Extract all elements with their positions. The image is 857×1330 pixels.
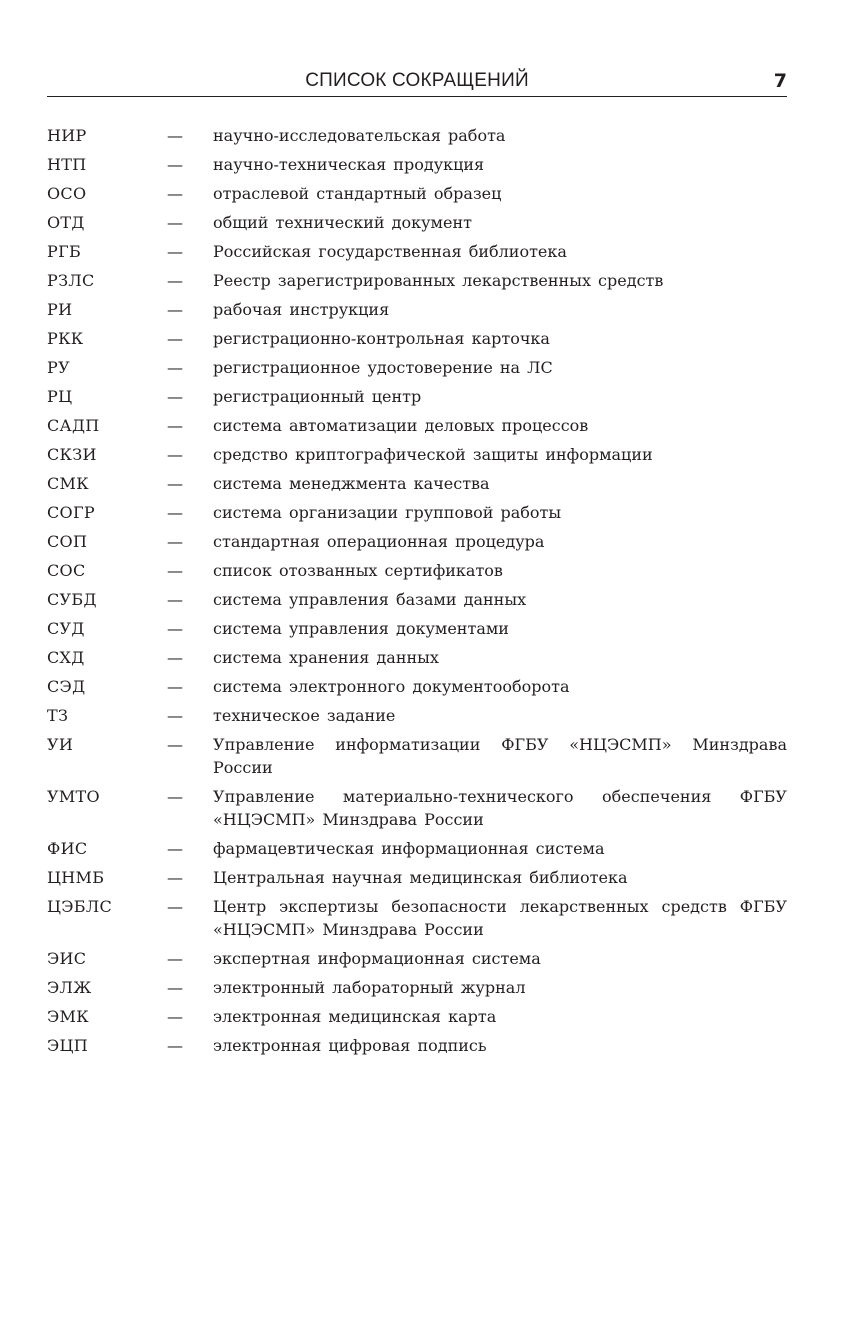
em-dash-separator: — bbox=[167, 503, 183, 522]
abbreviation-entry bbox=[47, 269, 787, 292]
abbreviation-term: СОГР bbox=[47, 503, 95, 522]
abbreviation-term: ОТД bbox=[47, 213, 85, 232]
abbreviation-entry bbox=[47, 124, 787, 147]
abbreviation-term: СУБД bbox=[47, 590, 97, 609]
abbreviation-definition: общий технический документ bbox=[213, 213, 472, 232]
abbreviation-term: НИР bbox=[47, 126, 87, 145]
abbreviation-definition: фармацевтическая информационная система bbox=[213, 839, 605, 858]
abbreviation-entry bbox=[47, 976, 787, 999]
em-dash-separator: — bbox=[167, 184, 183, 203]
abbreviation-term: ЭИС bbox=[47, 949, 87, 968]
abbreviation-term: СКЗИ bbox=[47, 445, 97, 464]
abbreviation-definition: регистрационно-контрольная карточка bbox=[213, 329, 550, 348]
em-dash-separator: — bbox=[167, 242, 183, 261]
em-dash-separator: — bbox=[167, 897, 183, 916]
abbreviation-entry bbox=[47, 588, 787, 611]
abbreviation-entry bbox=[47, 785, 787, 831]
em-dash-separator: — bbox=[167, 474, 183, 493]
abbreviation-entry bbox=[47, 327, 787, 350]
abbreviation-term: ЭМК bbox=[47, 1007, 89, 1026]
em-dash-separator: — bbox=[167, 300, 183, 319]
abbreviation-definition: регистрационное удостоверение на ЛС bbox=[213, 358, 553, 377]
em-dash-separator: — bbox=[167, 978, 183, 997]
em-dash-separator: — bbox=[167, 1036, 183, 1055]
abbreviation-term: УИ bbox=[47, 735, 74, 754]
abbreviation-entry bbox=[47, 501, 787, 524]
abbreviation-entry bbox=[47, 1005, 787, 1028]
abbreviation-definition: система автоматизации деловых процессов bbox=[213, 416, 589, 435]
abbreviation-definition: система управления документами bbox=[213, 619, 509, 638]
em-dash-separator: — bbox=[167, 561, 183, 580]
abbreviation-entry bbox=[47, 947, 787, 970]
em-dash-separator: — bbox=[167, 787, 183, 806]
abbreviation-definition: система хранения данных bbox=[213, 648, 439, 667]
abbreviation-term: САДП bbox=[47, 416, 100, 435]
abbreviation-entry bbox=[47, 530, 787, 553]
em-dash-separator: — bbox=[167, 619, 183, 638]
abbreviation-term: СХД bbox=[47, 648, 85, 667]
abbreviation-definition: список отозванных сертификатов bbox=[213, 561, 503, 580]
em-dash-separator: — bbox=[167, 271, 183, 290]
abbreviation-term: ТЗ bbox=[47, 706, 69, 725]
em-dash-separator: — bbox=[167, 949, 183, 968]
abbreviation-definition: стандартная операционная процедура bbox=[213, 532, 545, 551]
abbreviation-term: ЦЭБЛС bbox=[47, 897, 113, 916]
abbreviation-entry bbox=[47, 211, 787, 234]
abbreviation-term: РКК bbox=[47, 329, 84, 348]
abbreviation-entry bbox=[47, 472, 787, 495]
abbreviation-definition: Центральная научная медицинская библиотека bbox=[213, 868, 628, 887]
abbreviation-definition: техническое задание bbox=[213, 706, 396, 725]
abbreviation-definition: Центр экспертизы безопасности лекарственных средств ФГБУ «НЦЭСМП» Минздрава России bbox=[213, 897, 787, 939]
em-dash-separator: — bbox=[167, 590, 183, 609]
abbreviation-entry bbox=[47, 866, 787, 889]
abbreviation-entry bbox=[47, 356, 787, 379]
abbreviation-term: ЭЛЖ bbox=[47, 978, 92, 997]
abbreviation-definition: система электронного документооборота bbox=[213, 677, 570, 696]
page-title: СПИСОК СОКРАЩЕНИЙ bbox=[305, 70, 529, 91]
page-number: 7 bbox=[773, 70, 787, 92]
abbreviation-term: СОП bbox=[47, 532, 88, 551]
em-dash-separator: — bbox=[167, 213, 183, 232]
em-dash-separator: — bbox=[167, 868, 183, 887]
abbreviation-term: СМК bbox=[47, 474, 89, 493]
abbreviation-definition: электронный лабораторный журнал bbox=[213, 978, 526, 997]
abbreviation-definition: экспертная информационная система bbox=[213, 949, 541, 968]
em-dash-separator: — bbox=[167, 126, 183, 145]
abbreviation-definition: научно-исследовательская работа bbox=[213, 126, 506, 145]
abbreviation-entry bbox=[47, 646, 787, 669]
abbreviation-term: РГБ bbox=[47, 242, 82, 261]
abbreviation-entry bbox=[47, 240, 787, 263]
em-dash-separator: — bbox=[167, 648, 183, 667]
abbreviation-definition: рабочая инструкция bbox=[213, 300, 390, 319]
em-dash-separator: — bbox=[167, 445, 183, 464]
abbreviation-entry bbox=[47, 837, 787, 860]
abbreviation-term: СЭД bbox=[47, 677, 86, 696]
em-dash-separator: — bbox=[167, 706, 183, 725]
abbreviation-term: УМТО bbox=[47, 787, 100, 806]
abbreviation-definition: система управления базами данных bbox=[213, 590, 527, 609]
abbreviation-definition: регистрационный центр bbox=[213, 387, 422, 406]
abbreviation-term: СОС bbox=[47, 561, 86, 580]
abbreviation-term: НТП bbox=[47, 155, 87, 174]
abbreviation-list bbox=[47, 124, 787, 1063]
abbreviation-definition: система организации групповой работы bbox=[213, 503, 562, 522]
abbreviation-term: ОСО bbox=[47, 184, 87, 203]
abbreviation-definition: система менеджмента качества bbox=[213, 474, 490, 493]
abbreviation-definition: средство криптографической защиты информации bbox=[213, 445, 653, 464]
abbreviation-definition: Управление материально-технического обеспечения ФГБУ «НЦЭСМП» Минздрава России bbox=[213, 787, 787, 829]
abbreviation-entry bbox=[47, 559, 787, 582]
abbreviation-term: РУ bbox=[47, 358, 70, 377]
abbreviation-term: ЦНМБ bbox=[47, 868, 105, 887]
abbreviation-definition: Управление информатизации ФГБУ «НЦЭСМП» Минздрава России bbox=[213, 735, 787, 777]
em-dash-separator: — bbox=[167, 839, 183, 858]
abbreviation-entry bbox=[47, 298, 787, 321]
abbreviation-entry bbox=[47, 733, 787, 779]
abbreviation-entry bbox=[47, 414, 787, 437]
abbreviation-term: РЗЛС bbox=[47, 271, 95, 290]
em-dash-separator: — bbox=[167, 416, 183, 435]
abbreviation-entry bbox=[47, 675, 787, 698]
abbreviation-definition: отраслевой стандартный образец bbox=[213, 184, 502, 203]
em-dash-separator: — bbox=[167, 329, 183, 348]
abbreviation-term: ФИС bbox=[47, 839, 88, 858]
abbreviation-term: ЭЦП bbox=[47, 1036, 89, 1055]
abbreviation-entry bbox=[47, 1034, 787, 1057]
abbreviation-definition: Реестр зарегистрированных лекарственных средств bbox=[213, 271, 664, 290]
abbreviation-term: СУД bbox=[47, 619, 85, 638]
abbreviation-definition: электронная медицинская карта bbox=[213, 1007, 497, 1026]
abbreviation-entry bbox=[47, 617, 787, 640]
abbreviation-term: РИ bbox=[47, 300, 73, 319]
em-dash-separator: — bbox=[167, 532, 183, 551]
em-dash-separator: — bbox=[167, 735, 183, 754]
em-dash-separator: — bbox=[167, 387, 183, 406]
abbreviation-definition: научно-техническая продукция bbox=[213, 155, 485, 174]
page-header bbox=[47, 68, 787, 97]
abbreviation-entry bbox=[47, 385, 787, 408]
abbreviation-entry bbox=[47, 704, 787, 727]
em-dash-separator: — bbox=[167, 677, 183, 696]
abbreviation-term: РЦ bbox=[47, 387, 73, 406]
abbreviation-entry bbox=[47, 895, 787, 941]
abbreviation-entry bbox=[47, 443, 787, 466]
em-dash-separator: — bbox=[167, 1007, 183, 1026]
em-dash-separator: — bbox=[167, 155, 183, 174]
abbreviation-definition: Российская государственная библиотека bbox=[213, 242, 567, 261]
abbreviation-definition: электронная цифровая подпись bbox=[213, 1036, 487, 1055]
abbreviation-entry bbox=[47, 153, 787, 176]
em-dash-separator: — bbox=[167, 358, 183, 377]
abbreviation-entry bbox=[47, 182, 787, 205]
